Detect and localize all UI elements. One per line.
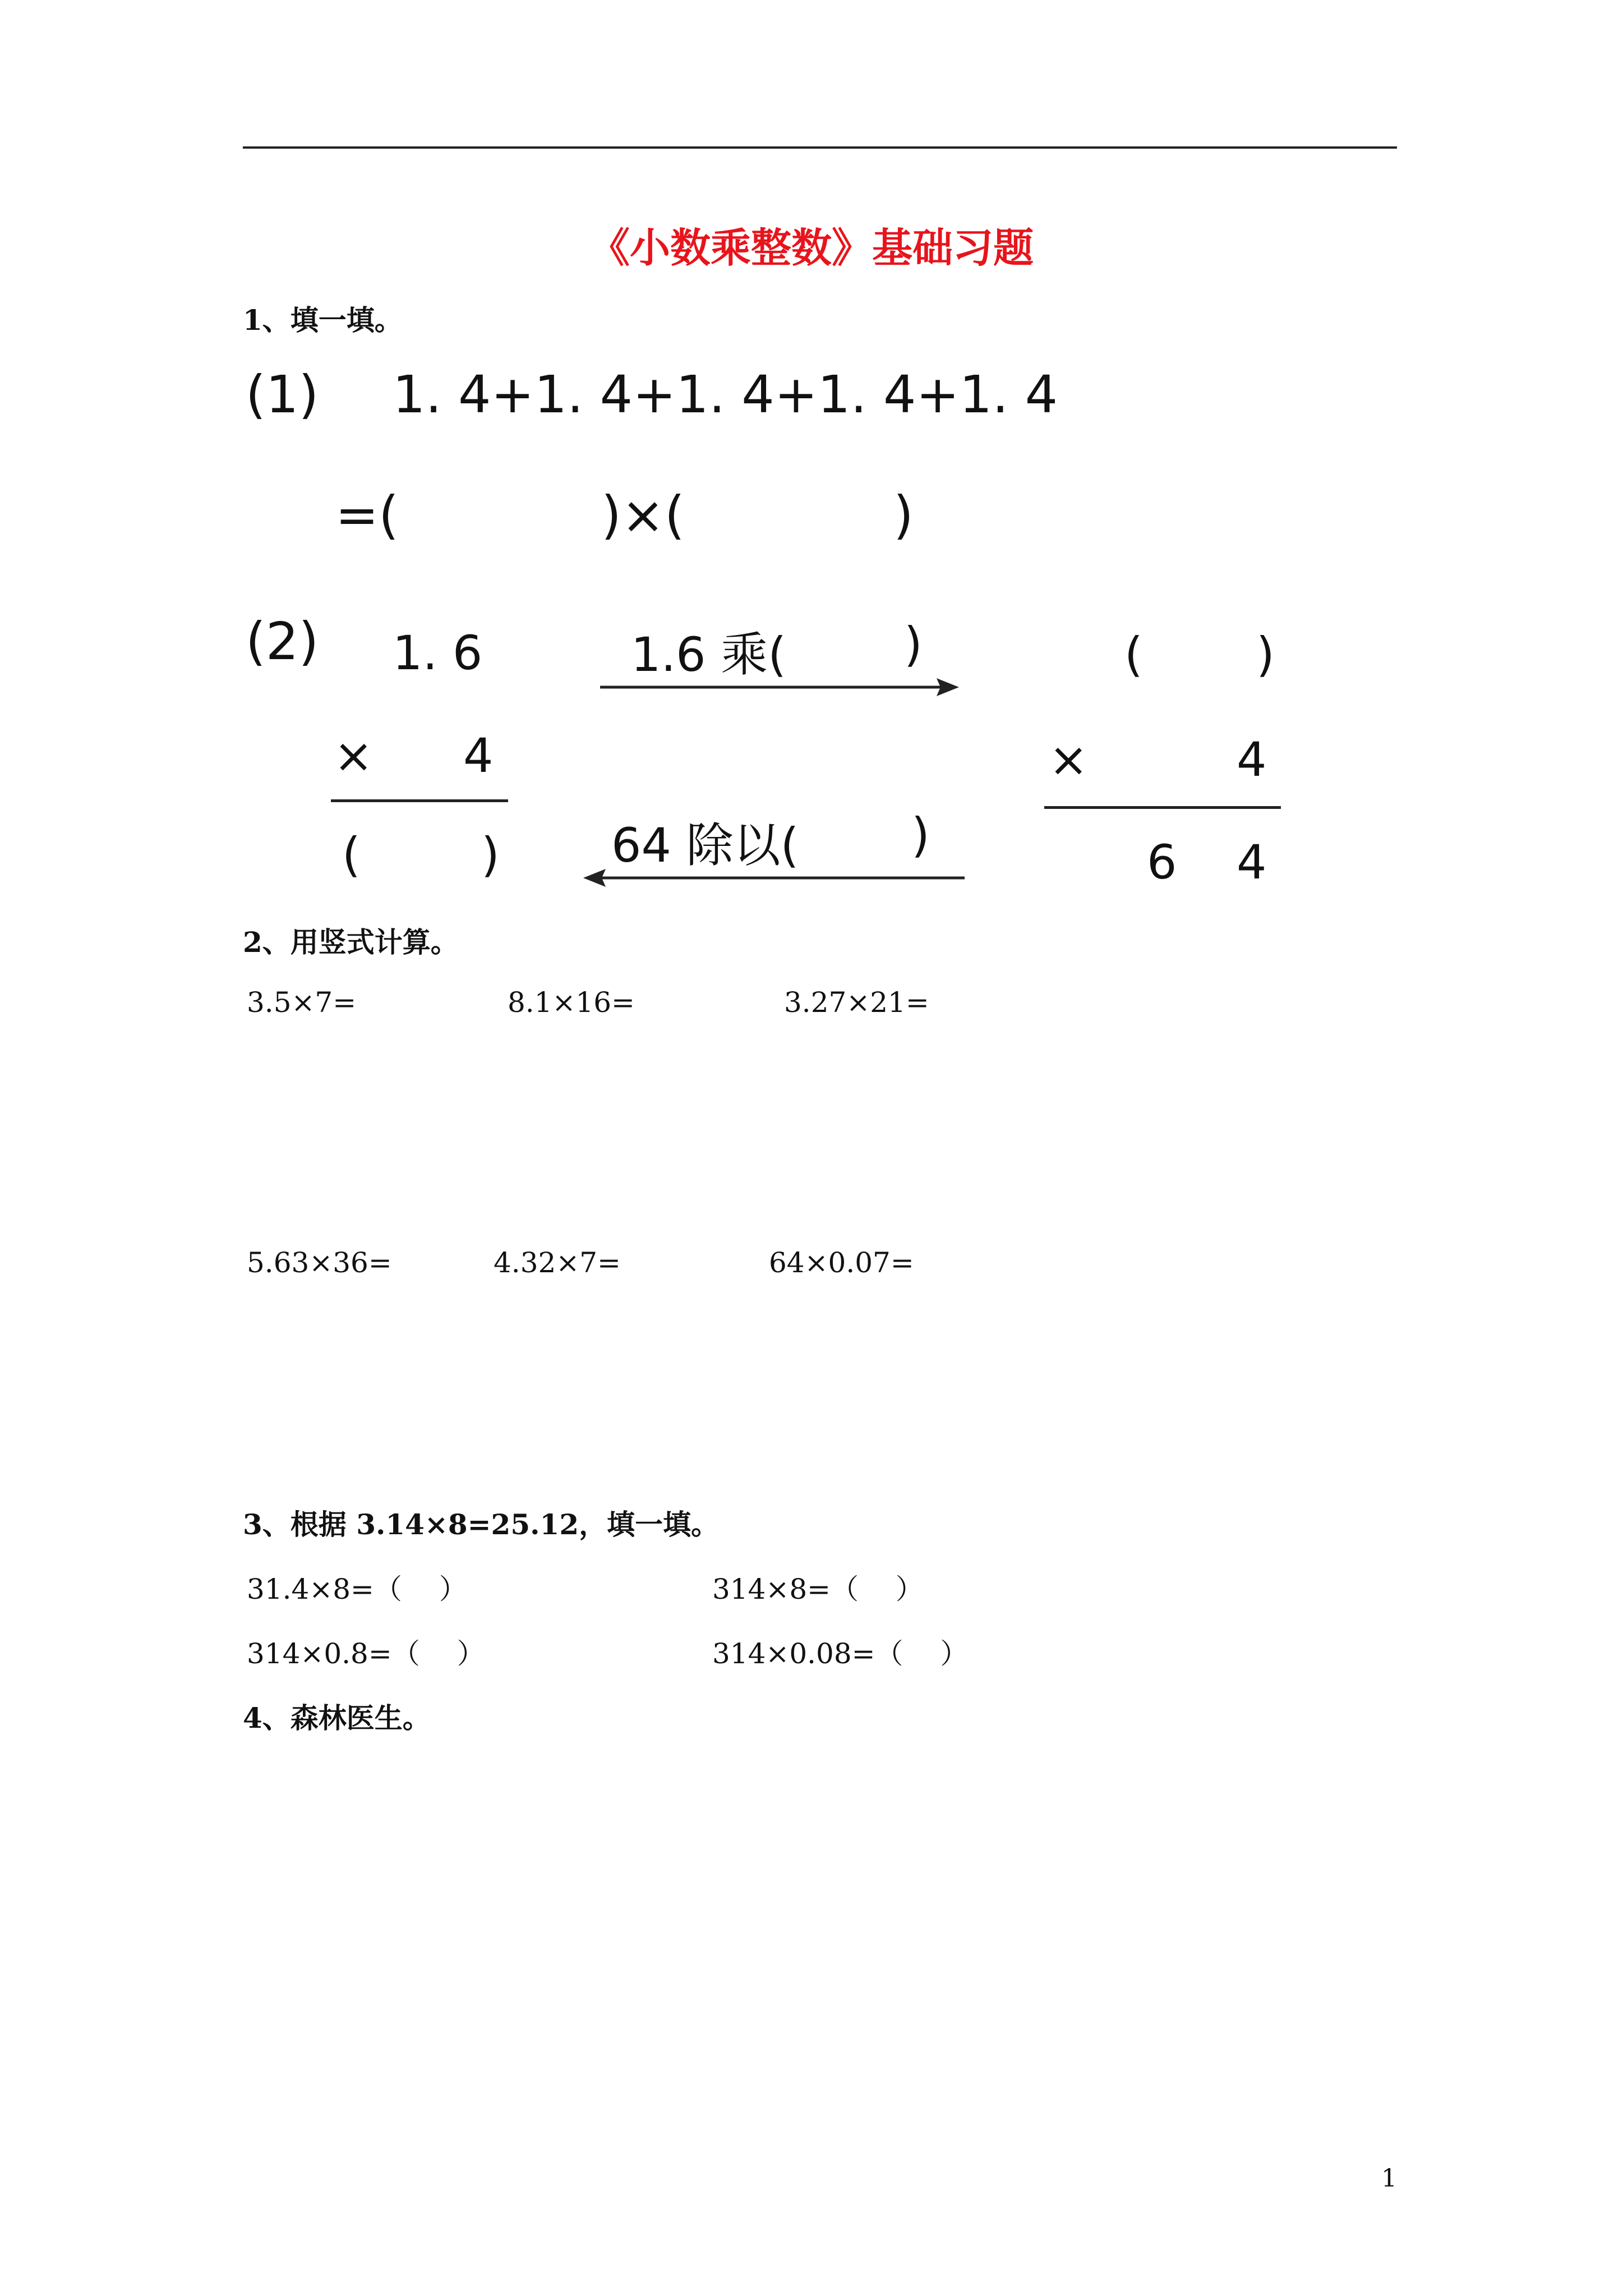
page-title: 《小数乘整数》基础习题 (589, 224, 1034, 272)
q1-part2-left-multiplicand: 1. 6 (393, 625, 483, 680)
q1-part2-right-open: ( (1124, 627, 1143, 682)
q1-part2-arrow-bottom-close: ) (911, 808, 930, 863)
q2-problem: 4.32×7= (494, 1246, 621, 1279)
q2-problem: 3.27×21= (784, 986, 929, 1019)
q3-item: 31.4×8=（ ） (247, 1573, 467, 1605)
q3-item: 314×0.8=（ ） (247, 1637, 485, 1670)
q1-part1-label: (1) (246, 365, 319, 425)
q1-part1-equals-open: =( (335, 485, 399, 545)
header-rule (243, 146, 1397, 149)
q1-part2-left-rule (331, 799, 508, 802)
q2-problem: 5.63×36= (247, 1246, 392, 1279)
q1-part2-right-times: × (1049, 732, 1089, 787)
q3-item: 314×8=（ ） (712, 1573, 924, 1605)
q1-part2-arrow-top-text: 1.6 乘( (631, 627, 787, 682)
q1-part1-times: )×( (601, 485, 685, 545)
left-arrow-icon (582, 867, 969, 889)
q1-part2-left-times: × (334, 728, 374, 783)
q1-part2-arrow-top-close: ) (904, 617, 923, 672)
q2-problem: 64×0.07= (769, 1246, 914, 1279)
q1-part2-left-four: 4 (463, 728, 494, 783)
page-number: 1 (1381, 2164, 1397, 2193)
q1-part2-label: (2) (246, 611, 319, 671)
q1-part2-left-close: ) (481, 827, 500, 882)
q2-problem: 8.1×16= (508, 986, 635, 1019)
q3-heading: 3、根据 3.14×8=25.12，填一填。 (243, 1508, 720, 1541)
q1-part2-right-result-six: 6 (1147, 835, 1177, 890)
q1-part2-right-close: ) (1256, 627, 1275, 682)
q2-heading: 2、用竖式计算。 (243, 926, 459, 959)
right-arrow-icon (597, 676, 962, 698)
q4-heading: 4、森林医生。 (243, 1701, 431, 1734)
q1-part2-arrow-bottom-text: 64 除以( (611, 818, 799, 873)
q2-problem: 3.5×7= (247, 986, 357, 1019)
q1-heading: 1、填一填。 (243, 303, 403, 337)
q1-part2-right-result-four: 4 (1237, 835, 1267, 890)
q1-part1-expression: 1. 4+1. 4+1. 4+1. 4+1. 4 (393, 365, 1058, 425)
q1-part1-close: ) (893, 485, 914, 545)
q1-part2-right-four: 4 (1237, 732, 1267, 787)
q3-item: 314×0.08=（ ） (712, 1637, 969, 1670)
q1-part2-right-rule (1044, 806, 1281, 809)
q1-part2-left-open: ( (342, 827, 361, 882)
